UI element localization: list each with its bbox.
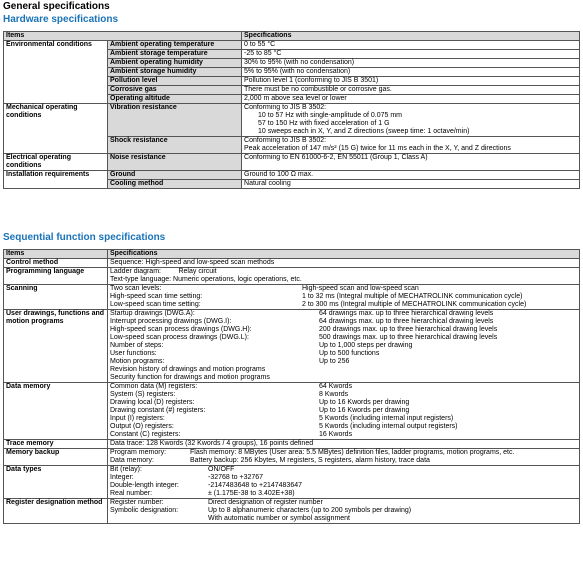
row-label: User drawings, functions and motion programs xyxy=(4,310,108,383)
row-spec: Natural cooling xyxy=(242,180,580,189)
spec-line: Low-speed scan process drawings (DWG.L): 500 drawings max. up to three hierarchical drawing levels xyxy=(110,334,498,341)
category-installation: Installation requirements xyxy=(4,171,108,189)
spec-line: Motion programs: Up to 256 xyxy=(110,358,350,365)
row-spec: -25 to 85 °C xyxy=(242,50,580,59)
row-label: Scanning xyxy=(4,285,108,310)
row-label: Corrosive gas xyxy=(108,86,242,95)
table-row xyxy=(4,310,580,383)
row-spec xyxy=(108,383,580,440)
row-label: Control method xyxy=(4,259,108,268)
row-label: Trace memory xyxy=(4,440,108,449)
spec-line: Drawing constant (#) registers: Up to 16 Kwords per drawing xyxy=(110,407,410,414)
spec-line: Double-length integer: -2147483648 to +2147483647 xyxy=(110,482,303,489)
row-spec xyxy=(108,285,580,310)
spec-line: Symbolic designation: Up to 8 alphanumeric characters (up to 200 symbols per drawing) xyxy=(110,507,412,514)
row-spec xyxy=(108,268,580,285)
spec-line: Data memory: Battery backup: 256 Kbytes, M registers, S registers, alarm history, trace data xyxy=(110,457,430,464)
spec-line: Revision history of drawings and motion programs xyxy=(110,366,266,373)
row-label: Pollution level xyxy=(108,77,242,86)
spec-line: Register number: Direct designation of register number xyxy=(110,499,323,506)
spec-line: Integer: -32768 to +32767 xyxy=(110,474,264,481)
row-spec xyxy=(108,310,580,383)
spec-line: Constant (C) registers: 16 Kwords xyxy=(110,431,353,438)
spec-line: User functions: Up to 500 functions xyxy=(110,350,380,357)
table-row xyxy=(4,259,580,268)
sequential-table xyxy=(3,249,580,524)
row-spec xyxy=(108,499,580,524)
row-spec: Conforming to EN 61000-6-2, EN 55011 (Group 1, Class A) xyxy=(242,154,580,171)
table-row xyxy=(4,171,580,180)
spec-line: Startup drawings (DWG.A): 64 drawings max. up to three hierarchical drawing levels xyxy=(110,310,494,317)
table-row xyxy=(4,154,580,171)
table-row xyxy=(4,268,580,285)
table-row xyxy=(4,499,580,524)
row-label: Ambient operating temperature xyxy=(108,41,242,50)
row-spec xyxy=(242,137,580,154)
hardware-title: Hardware specifications xyxy=(3,14,119,25)
table-row xyxy=(4,466,580,499)
spec-line: Text-type language: Numeric operations, logic operations, etc. xyxy=(110,276,302,283)
table-row xyxy=(4,285,580,310)
spec-line: Common data (M) registers: 64 Kwords xyxy=(110,383,353,390)
header-items: Items xyxy=(4,32,242,41)
row-spec: 30% to 95% (with no condensation) xyxy=(242,59,580,68)
hardware-table xyxy=(3,31,580,189)
row-label: Ambient operating humidity xyxy=(108,59,242,68)
row-label: Cooling method xyxy=(108,180,242,189)
spec-line: Low-speed scan time setting: 2 to 300 ms (Integral multiple of MECHATROLINK communication cycle) xyxy=(110,301,527,308)
spec-line: Peak acceleration of 147 m/s² (15 G) twice for 11 ms each in the X, Y, and Z directions xyxy=(244,145,511,152)
spec-line: Drawing local (D) registers: Up to 16 Kwords per drawing xyxy=(110,399,410,406)
table-row xyxy=(4,104,580,137)
table-row xyxy=(4,449,580,466)
row-label: Data memory xyxy=(4,383,108,440)
row-spec: Data trace: 128 Kwords (32 Kwords / 4 groups), 16 points defined xyxy=(108,440,580,449)
row-label: Register designation method xyxy=(4,499,108,524)
header-items: Items xyxy=(4,250,108,259)
spec-line: 10 sweeps each in X, Y, and Z directions (sweep time: 1 octave/min) xyxy=(258,128,470,135)
row-label: Noise resistance xyxy=(108,154,242,171)
row-spec: Pollution level 1 (conforming to JIS B 3501) xyxy=(242,77,580,86)
row-spec: 0 to 55 °C xyxy=(242,41,580,50)
spec-line: High-speed scan time setting: 1 to 32 ms (Integral multiple of MECHATROLINK communication cycle) xyxy=(110,293,523,300)
table-row xyxy=(4,440,580,449)
table-row xyxy=(4,41,580,50)
spec-line: Input (I) registers: 5 Kwords (including internal input registers) xyxy=(110,415,454,422)
spec-line: Conforming to JIS B 3502: xyxy=(244,104,327,111)
row-spec: Sequence: High-speed and low-speed scan methods xyxy=(108,259,580,268)
row-spec: Ground to 100 Ω max. xyxy=(242,171,580,180)
spec-line: Conforming to JIS B 3502: xyxy=(244,137,327,144)
spec-line: Number of steps: Up to 1,000 steps per drawing xyxy=(110,342,413,349)
row-label: Ground xyxy=(108,171,242,180)
row-spec xyxy=(242,104,580,137)
row-label: Data types xyxy=(4,466,108,499)
sequential-title: Sequential function specifications xyxy=(3,232,166,243)
category-environmental: Environmental conditions xyxy=(4,41,108,104)
row-spec: There must be no combustible or corrosive gas. xyxy=(242,86,580,95)
spec-line: Interrupt processing drawings (DWG.I): 64 drawings max. up to three hierarchical drawing levels xyxy=(110,318,494,325)
spec-line: System (S) registers: 8 Kwords xyxy=(110,391,349,398)
spec-line: Output (O) registers: 5 Kwords (including internal output registers) xyxy=(110,423,458,430)
table-row xyxy=(4,383,580,440)
row-label: Programming language xyxy=(4,268,108,285)
spec-line: Two scan levels: High-speed scan and low-speed scan xyxy=(110,285,419,292)
header-specs: Specifications xyxy=(108,250,580,259)
category-mechanical: Mechanical operating conditions xyxy=(4,104,108,154)
row-label: Operating altitude xyxy=(108,95,242,104)
spec-line: Program memory: Flash memory: 8 MBytes (User area: 5.5 MBytes) definition files, ladder programs, motion programs, etc. xyxy=(110,449,515,456)
spec-line: Security function for drawings and motion programs xyxy=(110,374,270,381)
row-spec xyxy=(108,466,580,499)
row-label: Ambient storage temperature xyxy=(108,50,242,59)
spec-line: Ladder diagram: Relay circuit xyxy=(110,268,217,275)
row-spec: 2,000 m above sea level or lower xyxy=(242,95,580,104)
row-label: Memory backup xyxy=(4,449,108,466)
row-spec xyxy=(108,449,580,466)
row-spec: 5% to 95% (with no condensation) xyxy=(242,68,580,77)
spec-line: 57 to 150 Hz with fixed acceleration of 1 G xyxy=(258,120,390,127)
row-label: Vibration resistance xyxy=(108,104,242,137)
spec-line: Bit (relay): ON/OFF xyxy=(110,466,235,473)
spec-line: 10 to 57 Hz with single-amplitude of 0.075 mm xyxy=(258,112,402,119)
spec-line: High-speed scan process drawings (DWG.H): 200 drawings max. up to three hierarchical drawing levels xyxy=(110,326,498,333)
spec-line: Real number: ± (1.175E-38 to 3.402E+38) xyxy=(110,490,295,497)
row-label: Ambient storage humidity xyxy=(108,68,242,77)
spec-line: With automatic number or symbol assignment xyxy=(208,515,350,522)
category-electrical: Electrical operating conditions xyxy=(4,154,108,171)
general-title: General specifications xyxy=(3,1,110,12)
row-label: Shock resistance xyxy=(108,137,242,154)
header-specs: Specifications xyxy=(242,32,580,41)
